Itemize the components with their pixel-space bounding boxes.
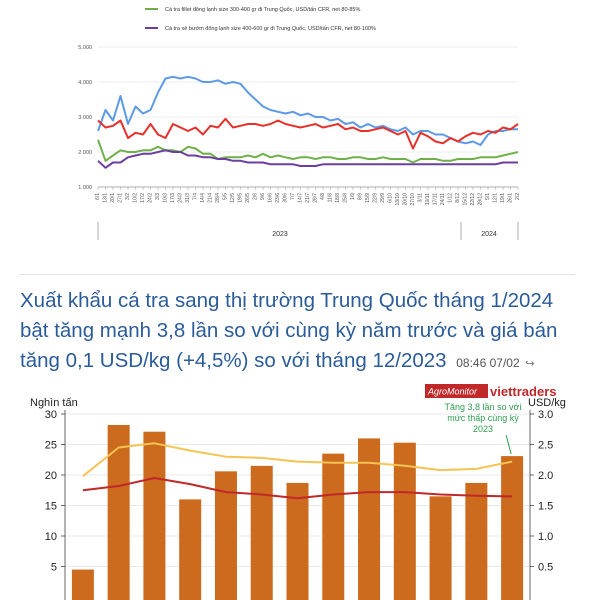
x-tick-label: 2/6 bbox=[252, 193, 259, 200]
x-tick-label: 3/3 bbox=[155, 193, 161, 200]
x-tick-label: 29/9 bbox=[380, 193, 386, 203]
x-tick-label: 24/11 bbox=[440, 193, 446, 206]
x-tick-label: 23/6 bbox=[275, 193, 281, 203]
legend-label-fillet: Cá tra fillet đông lạnh size 300-400 gr đi Trung Quốc, USD/tấn CFR, net 80-85% bbox=[165, 7, 361, 13]
x-tick-label: 28/7 bbox=[312, 193, 319, 203]
y-tick-label-left: 20 bbox=[44, 470, 57, 482]
year-label-2024: 2024 bbox=[481, 231, 497, 238]
x-tick-label: 15/9 bbox=[365, 193, 371, 203]
x-tick-label: 3/11 bbox=[417, 193, 424, 203]
x-tick-label: 4/8 bbox=[320, 193, 326, 200]
chart1-x-axis bbox=[95, 187, 521, 206]
x-tick-label: 12/1 bbox=[492, 193, 499, 203]
x-tick-label: 12/5 bbox=[230, 193, 236, 203]
x-tick-label: 26/1 bbox=[507, 193, 514, 203]
x-tick-label: 10/2 bbox=[132, 193, 139, 203]
bar bbox=[179, 499, 201, 600]
x-tick-label: 5/5 bbox=[222, 193, 229, 200]
y-tick-label-right: 1.0 bbox=[538, 531, 554, 543]
bar bbox=[143, 432, 165, 600]
article-title[interactable]: Xuất khẩu cá tra sang thị trường Trung Quốc tháng 1/2024 bật tăng mạnh 3,8 lần so với cùng kỳ năm trước và giá bán tăng 0,1 USD/kg (+4,5%) so với tháng 12/2023 bbox=[20, 289, 558, 372]
chart2-right-y-axis bbox=[530, 409, 553, 574]
x-tick-label: 2/2 bbox=[515, 193, 521, 200]
article-time: 08:46 07/02 bbox=[456, 356, 520, 370]
x-tick-label: 16/6 bbox=[267, 193, 274, 203]
y-tick-label: 3.000 bbox=[78, 115, 92, 121]
x-tick-label: 21/7 bbox=[305, 193, 311, 203]
y-tick-label-left: 30 bbox=[44, 409, 57, 421]
bar bbox=[430, 496, 452, 600]
x-tick-label: 1/9 bbox=[350, 193, 356, 200]
y-tick-label-right: 0.5 bbox=[538, 561, 554, 574]
y-tick-label-left: 5 bbox=[50, 561, 57, 574]
y-tick-label-left: 15 bbox=[44, 500, 57, 513]
x-tick-label: 27/1 bbox=[117, 193, 124, 203]
logo-left-text: AgroMonitor bbox=[428, 386, 478, 397]
x-tick-label: 18/8 bbox=[335, 193, 341, 203]
annotation-line-1: Tăng 3,8 lần so với bbox=[444, 402, 522, 412]
x-tick-label: 27/10 bbox=[410, 193, 416, 206]
x-tick-label: 10/11 bbox=[425, 193, 431, 206]
bar bbox=[108, 425, 130, 600]
y-tick-label: 2.000 bbox=[78, 150, 92, 156]
y-tick-label-left: 25 bbox=[44, 439, 57, 452]
x-tick-label: 13/10 bbox=[395, 193, 401, 206]
x-tick-label: 17/11 bbox=[432, 193, 439, 206]
bar bbox=[251, 466, 273, 600]
x-tick-label: 5/1 bbox=[485, 193, 491, 200]
x-tick-label: 31/3 bbox=[185, 193, 191, 203]
x-tick-label: 10/3 bbox=[162, 193, 169, 203]
x-tick-label: 3/2 bbox=[125, 193, 131, 200]
bar bbox=[501, 456, 523, 600]
chart1-y-axis bbox=[78, 45, 92, 191]
y-tick-label-right: 2.5 bbox=[538, 439, 554, 452]
x-tick-label: 20/1 bbox=[110, 193, 116, 203]
x-tick-label: 22/12 bbox=[470, 193, 476, 206]
x-tick-label: 6/10 bbox=[387, 193, 394, 203]
left-axis-title: Nghìn tấn bbox=[30, 397, 78, 409]
bar bbox=[322, 454, 344, 600]
year-label-2023: 2023 bbox=[272, 231, 288, 238]
x-tick-label: 17/3 bbox=[170, 193, 176, 203]
x-tick-label: 13/1 bbox=[102, 193, 109, 203]
annotation-line-2: mức thấp cùng kỳ bbox=[447, 413, 519, 423]
x-tick-label: 25/8 bbox=[342, 193, 349, 203]
x-tick-label: 19/5 bbox=[237, 193, 244, 203]
right-axis-title: USD/kg bbox=[528, 397, 566, 409]
x-tick-label: 7/4 bbox=[192, 193, 199, 200]
x-tick-label: 11/8 bbox=[327, 193, 334, 203]
y-tick-label-right: 1.5 bbox=[538, 500, 554, 513]
chart1-series bbox=[98, 77, 518, 168]
price-line-chart bbox=[0, 0, 600, 262]
y-tick-label-right: 3.0 bbox=[538, 409, 554, 421]
series-line-red bbox=[98, 119, 518, 149]
annotation bbox=[445, 402, 522, 434]
y-tick-label-left: 10 bbox=[44, 531, 57, 543]
legend-label-butterfly: Cá tra xẻ bướm đông lạnh size 400-600 gr đi Trung Quốc, USD/tấn CFR, net 80-100% bbox=[165, 26, 376, 32]
chart2-bars bbox=[72, 425, 523, 600]
bar bbox=[465, 483, 487, 600]
x-tick-label: 6/1 bbox=[95, 193, 101, 200]
logo bbox=[425, 384, 556, 399]
x-tick-label: 26/5 bbox=[245, 193, 251, 203]
x-tick-label: 28/4 bbox=[215, 193, 221, 203]
x-tick-label: 15/12 bbox=[462, 193, 469, 206]
section-divider bbox=[20, 274, 575, 275]
x-tick-label: 21/4 bbox=[207, 193, 214, 203]
x-tick-label: 24/2 bbox=[147, 193, 154, 203]
series-line-blue bbox=[98, 77, 518, 145]
y-tick-label: 1.000 bbox=[78, 185, 92, 191]
annotation-line-3: 2023 bbox=[472, 424, 494, 434]
x-tick-label: 14/7 bbox=[297, 193, 304, 203]
bar bbox=[72, 570, 94, 600]
article-headline[interactable] bbox=[20, 286, 585, 379]
logo-right-text: viettraders bbox=[490, 384, 557, 399]
y-tick-label: 4.000 bbox=[78, 80, 92, 86]
x-tick-label: 24/3 bbox=[177, 193, 184, 203]
x-tick-label: 29/12 bbox=[477, 193, 484, 206]
chart1-legend bbox=[145, 7, 376, 32]
bar bbox=[287, 483, 309, 600]
x-tick-label: 30/6 bbox=[282, 193, 289, 203]
x-tick-label: 14/4 bbox=[200, 193, 206, 203]
x-tick-label: 1/12 bbox=[447, 193, 454, 203]
share-icon[interactable]: ↪ bbox=[525, 358, 535, 370]
y-tick-label-right: 2.0 bbox=[538, 470, 554, 482]
x-tick-label: 8/9 bbox=[357, 193, 364, 200]
x-tick-label: 8/12 bbox=[455, 193, 461, 203]
chart2-left-y-axis bbox=[45, 409, 65, 574]
x-tick-label: 17/2 bbox=[140, 193, 146, 203]
x-tick-label: 7/7 bbox=[290, 193, 296, 200]
x-tick-label: 22/9 bbox=[372, 193, 379, 203]
x-tick-label: 9/6 bbox=[260, 193, 266, 200]
y-tick-label: 5.000 bbox=[78, 45, 92, 51]
x-tick-label: 19/1 bbox=[500, 193, 506, 203]
x-tick-label: 20/10 bbox=[402, 193, 409, 206]
export-bar-chart bbox=[0, 380, 600, 600]
